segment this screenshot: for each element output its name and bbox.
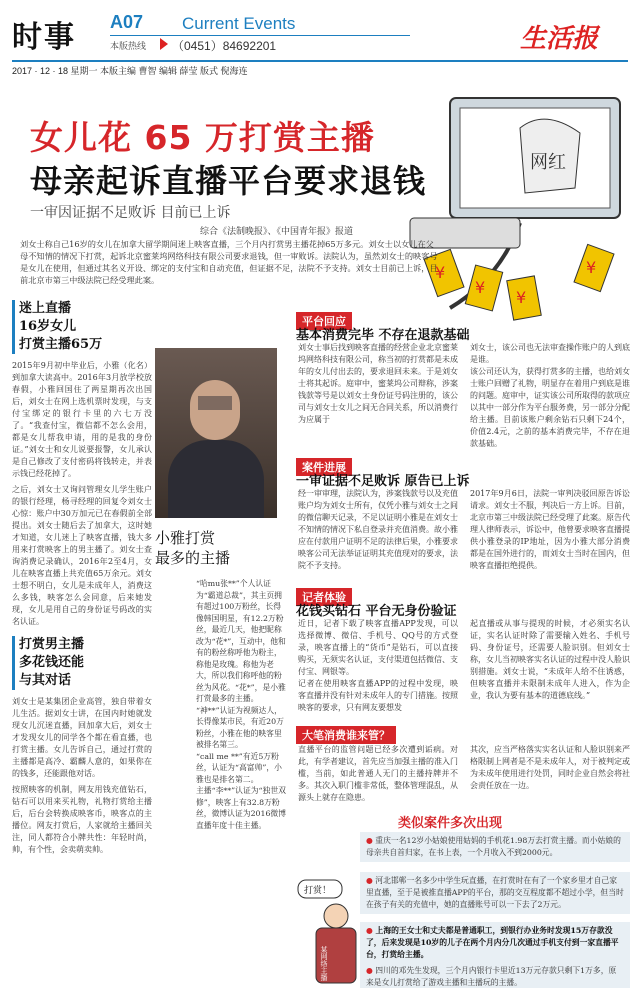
cartoon-badge: 某网络主播 <box>320 946 328 981</box>
source-line: 综合《法制晚报》、《中国青年报》报道 <box>200 227 354 237</box>
section-progress-text-right: 2017年9月6日，法院一审判决驳回原告诉讼请求。刘女士不服，判决后一方上诉。目前，北京市第三中级法院已经受理了此案。原告代理人律师表示，诉讼中，他曾要求映客直播提供小雅登录的IP地址，因为小雅大部分消费都是在国外进行的，而刘女士当时在国内，但映客直播拒绝提供。 <box>470 489 630 570</box>
left-column <box>12 300 152 990</box>
section-consumption-tag: 大笔消费谁来管？ <box>296 724 396 744</box>
lede-paragraph: 刘女士称自己16岁的女儿在加拿大留学期间迷上映客直播，三个月内打赏男主播花掉65万多元。刘女士以女儿在父母不知情的情况下打赏，起诉北京蜜莱坞网络科技有限公司要求退钱，但一审败诉。法院认为，虽然刘女士的映客号是女儿在使用，但通过其名义开设、绑定的支付宝和自动充值，但证据不足，法院不予支持。刘女士目前已上诉，目前北京市第三中级法院已经受理此案。 <box>20 239 438 285</box>
svg-text:¥: ¥ <box>435 263 446 282</box>
svg-text:¥: ¥ <box>475 278 486 297</box>
photo-column-text: “哈mu张**”个人认证为“霸道总裁”，其主页拥有超过100万粉丝，长得像韩国明星，有12.2万粉丝，最近几天，他把昵称改为“花*”，互动中，他和有的粉丝称呼他为粉主，称他是玫瑰。称他为老大，所以我们称呼他的粉丝为风花。“花*”，是小雅打赏最多的主播。 “神**”认证为视频达人，长得像某市民，有近20万粉丝，小雅在他的映客里被排名第三。 “call me **”有近5万粉丝，认证为“高富帅”，小雅也是排名第二。 主播“李**”认证为“独世双修”，映客上有32.8万粉丝，微博认证为2016微博直播年度十佳主播。 <box>196 579 287 830</box>
bullet-icon: ● <box>366 876 373 885</box>
section-platform-text-mid: 刘女士，该公司也无法审查操作账户的人到底是谁。 该公司还认为，获得打赏多的主播，也给刘女士账户回赠了礼物，明显存在着用户到底是谁的问题。庭审中，证实该公司所取得的款项应以其中一部分作为平台服务费，另一部分分配给主播。目前该账户剩余钻石只剩下24个，价值2.4元，之前的基本消费完毕，不存在退款基础。 <box>470 343 630 448</box>
headline-deck: 一审因证据不足败诉 目前已上诉 <box>30 205 231 221</box>
cartoon-speech: 打赏！ <box>304 886 332 896</box>
section-consumption-text-right: 其次，应当严格落实实名认证和人脸识别来严格限制上网者是不是未成年人，对于被判定或为未成年使用进行处罚，同时企业自然会将社会责任放在一边。 <box>470 745 630 790</box>
bullet-icon: ● <box>366 966 373 975</box>
case-item: ● 重庆一名12岁小姑娘使用姑妈的手机花1.98万去打赏主播。而小姑娘的母亲共自首归家，在书上表，一个月收入不到2000元。 <box>360 832 630 862</box>
hotline-number: （0451）84692201 <box>172 39 277 53</box>
section-reporter-text-right: 起直播或从事与提现的时候，才必须实名认证，实名认证时除了需要输入姓名、手机号码、身份证号，还需要人脸识别。但刘女士称，女儿当初映客实名认证的过程中没人脸识别措施。刘女士说，“未成年人给不住诱惑，但映客直播并未限制未成年人进入，作为企业，我认为要有基本的道德底线。” <box>470 619 630 700</box>
sidebar-text-3: 刘女士是某集团企业高管，独自带着女儿生活。据刘女士讲，在国内时她就发现女儿沉迷直播，回加拿大后，刘女士才发现女儿的同学各个都在看直播，也打赏主播。女儿告诉自己，通过打赏的主播都是高冷、霸麟人意的，如果你在的钱多，还能跟他对话。 <box>12 697 152 778</box>
section-platform-tag: 平台回应 <box>296 310 352 330</box>
sidebar-text-4: 按照映客的机制，网友用钱充值钻石，钻石可以用来买礼物，礼物打赏给主播后，后台会转换成映客币，映客点的主播位。网友打赏后，人家就给主播回关注，同人都符合小牌共性：年轻时尚，帅，有个性，会卖萌卖帅。 <box>12 785 152 854</box>
case-item: ● 四川的邓先生发现，三个月内银行卡里近13万元存款只剩下1万多，原来是女儿打赏给了游戏主播和主播玩的主播。 <box>360 962 630 988</box>
sidebar-text-2: 之后，刘女士又询问管理女儿学生账户的银行经理，杨寻经理的回复令刘女士心惊：账户中30万加元已在春假前全部提出。刘女士随后去了加拿大，这时她才知道，女儿迷上了映客直播，钱大多用来打赏映客上的男主播了。刘女士查询消费记录确认，2016年2至4月，女儿在映客直播上共充值65万余元。刘女士想不明白，女儿是未成年人，消费这么多钱，映客怎么会同意，后来她发现，女儿是用自己的身份证号码改的实名认证。 <box>12 485 152 626</box>
svg-text:¥: ¥ <box>516 288 527 307</box>
section-platform-text-left: 刘女士事后找到映客直播的经营企业北京蜜莱坞网络科技有限公司，称当初的打赏都是未成年的女儿付出去的，要求退回未来。于是刘女士将其起诉。庭审中，蜜莱坞公司辩称，涉案钱款等号是以刘女士身份证号码注册的，该公司与刘女士女儿之间无合同关系，所以消费行为应属于 <box>298 343 458 424</box>
section-reporter-tag: 记者体验 <box>296 586 352 606</box>
newspaper-logo: 生活报 <box>520 24 599 54</box>
sidebar-title-1: 迷上直播 16岁女儿 打赏主播65万 <box>12 300 152 354</box>
section-reporter-text-left: 近日，记者下载了映客直播APP发现，可以选择微博、微信、手机号、QQ号的方式登录，映客直播上的“货币”是钻石，可以直接购买，无须实名认证，支付渠道包括微信、支付宝、网银等。 记者在使用映客直播APP的过程中发现，映客直播并没有针对未成年人的专门措施。按照映客的要求，只有网友要想发 <box>298 619 458 712</box>
section-reporter-head: 花钱买钻石 平台无身份验证 <box>296 604 457 619</box>
header-divider <box>110 35 410 36</box>
photo-figure-body <box>168 440 264 518</box>
section-title: 时事 <box>12 20 76 55</box>
computer-illustration <box>380 78 630 338</box>
case-item: ● 河北邯郸一名多少中学生玩直播，在打赏时在有了一个家乡里才自己家里直播，至于是被推直播APP的平台，那的交互程度都不超过小学，但当时在孩子有关的充值中，她的直播账号可以一下去了2万元。 <box>360 872 630 914</box>
photo-column-title: 小雅打赏 最多的主播 <box>155 529 231 567</box>
section-progress-text-left: 经一审审理，法院认为，涉案钱款号以及充值账户均为刘女士所有，仅凭小雅与刘女士之间的微信聊天记录，不足以证明小雅是在刘女士不知情的情况下私自登录并充值消费。故小雅应在付款用户证明不足的法律后果，小雅要求映客公司无法举证证明其充值现对的要求，法院不予支持。 <box>298 489 458 570</box>
bullet-icon: ● <box>366 836 373 845</box>
issue-meta: 2017 · 12 · 18 星期一 本版主编 曹智 编辑 薛莹 版式 倪海连 <box>12 60 628 77</box>
section-progress-head: 一审证据不足败诉 原告已上诉 <box>296 474 470 489</box>
similar-cases-title: 类似案件多次出现 <box>398 816 503 831</box>
section-consumption-text-left: 直播平台的监管问题已经多次遭到诟病。对此，有学者建议，首先应当加强主播的准入门槛，当前，如此普通人无门的主播持牌并不多。其次入职门槛非常低，整体管理混乱，从源头上就存在隐患。 <box>298 745 458 802</box>
bullet-icon: ● <box>366 926 373 935</box>
hotline-label: 本版热线 <box>110 42 147 52</box>
case-item: ● 上海的王女士和丈夫都是普通职工，到银行办业务时发现15万存款没了，后来发现是10岁的儿子在两个月内分几次通过手机支付到一家直播平台，打赏给主播。 <box>360 922 630 964</box>
headline-main: 女儿花 65 万打赏主播 <box>30 118 375 157</box>
headline-sub: 母亲起诉直播平台要求退钱 <box>30 162 427 200</box>
section-platform-head: 基本消费完毕 不存在退款基础 <box>296 328 470 343</box>
photo-figure-face <box>190 380 240 440</box>
page-code: A07 <box>110 12 144 32</box>
sidebar-title-2: 打赏男主播 多花钱还能 与其对话 <box>12 636 152 690</box>
arrow-icon <box>160 38 168 50</box>
section-progress-tag: 案件进展 <box>296 456 352 476</box>
cartoon-figure <box>296 876 358 986</box>
section-english: Current Events <box>182 14 296 33</box>
sidebar-text-1: 2015年9月初中毕业后，小雅（化名）到加拿大读高中。2016年3月放学校放春假，小雅回国住了两星期再次出国后，刘女士在网上选机票时发现，与支付宝绑定的银行卡里的六七万没了。“我查付宝，微信都不怎么会用，都是女儿帮我申请，用的是我的身份证。”刘女士和女儿说要报警，女儿承认是自己修改了支付密码将钱转走，并表示钱已经花掉了。 <box>12 361 152 478</box>
svg-text:¥: ¥ <box>586 258 597 277</box>
photo-mosaic <box>198 396 232 410</box>
monitor-label: 网红 <box>530 152 566 173</box>
